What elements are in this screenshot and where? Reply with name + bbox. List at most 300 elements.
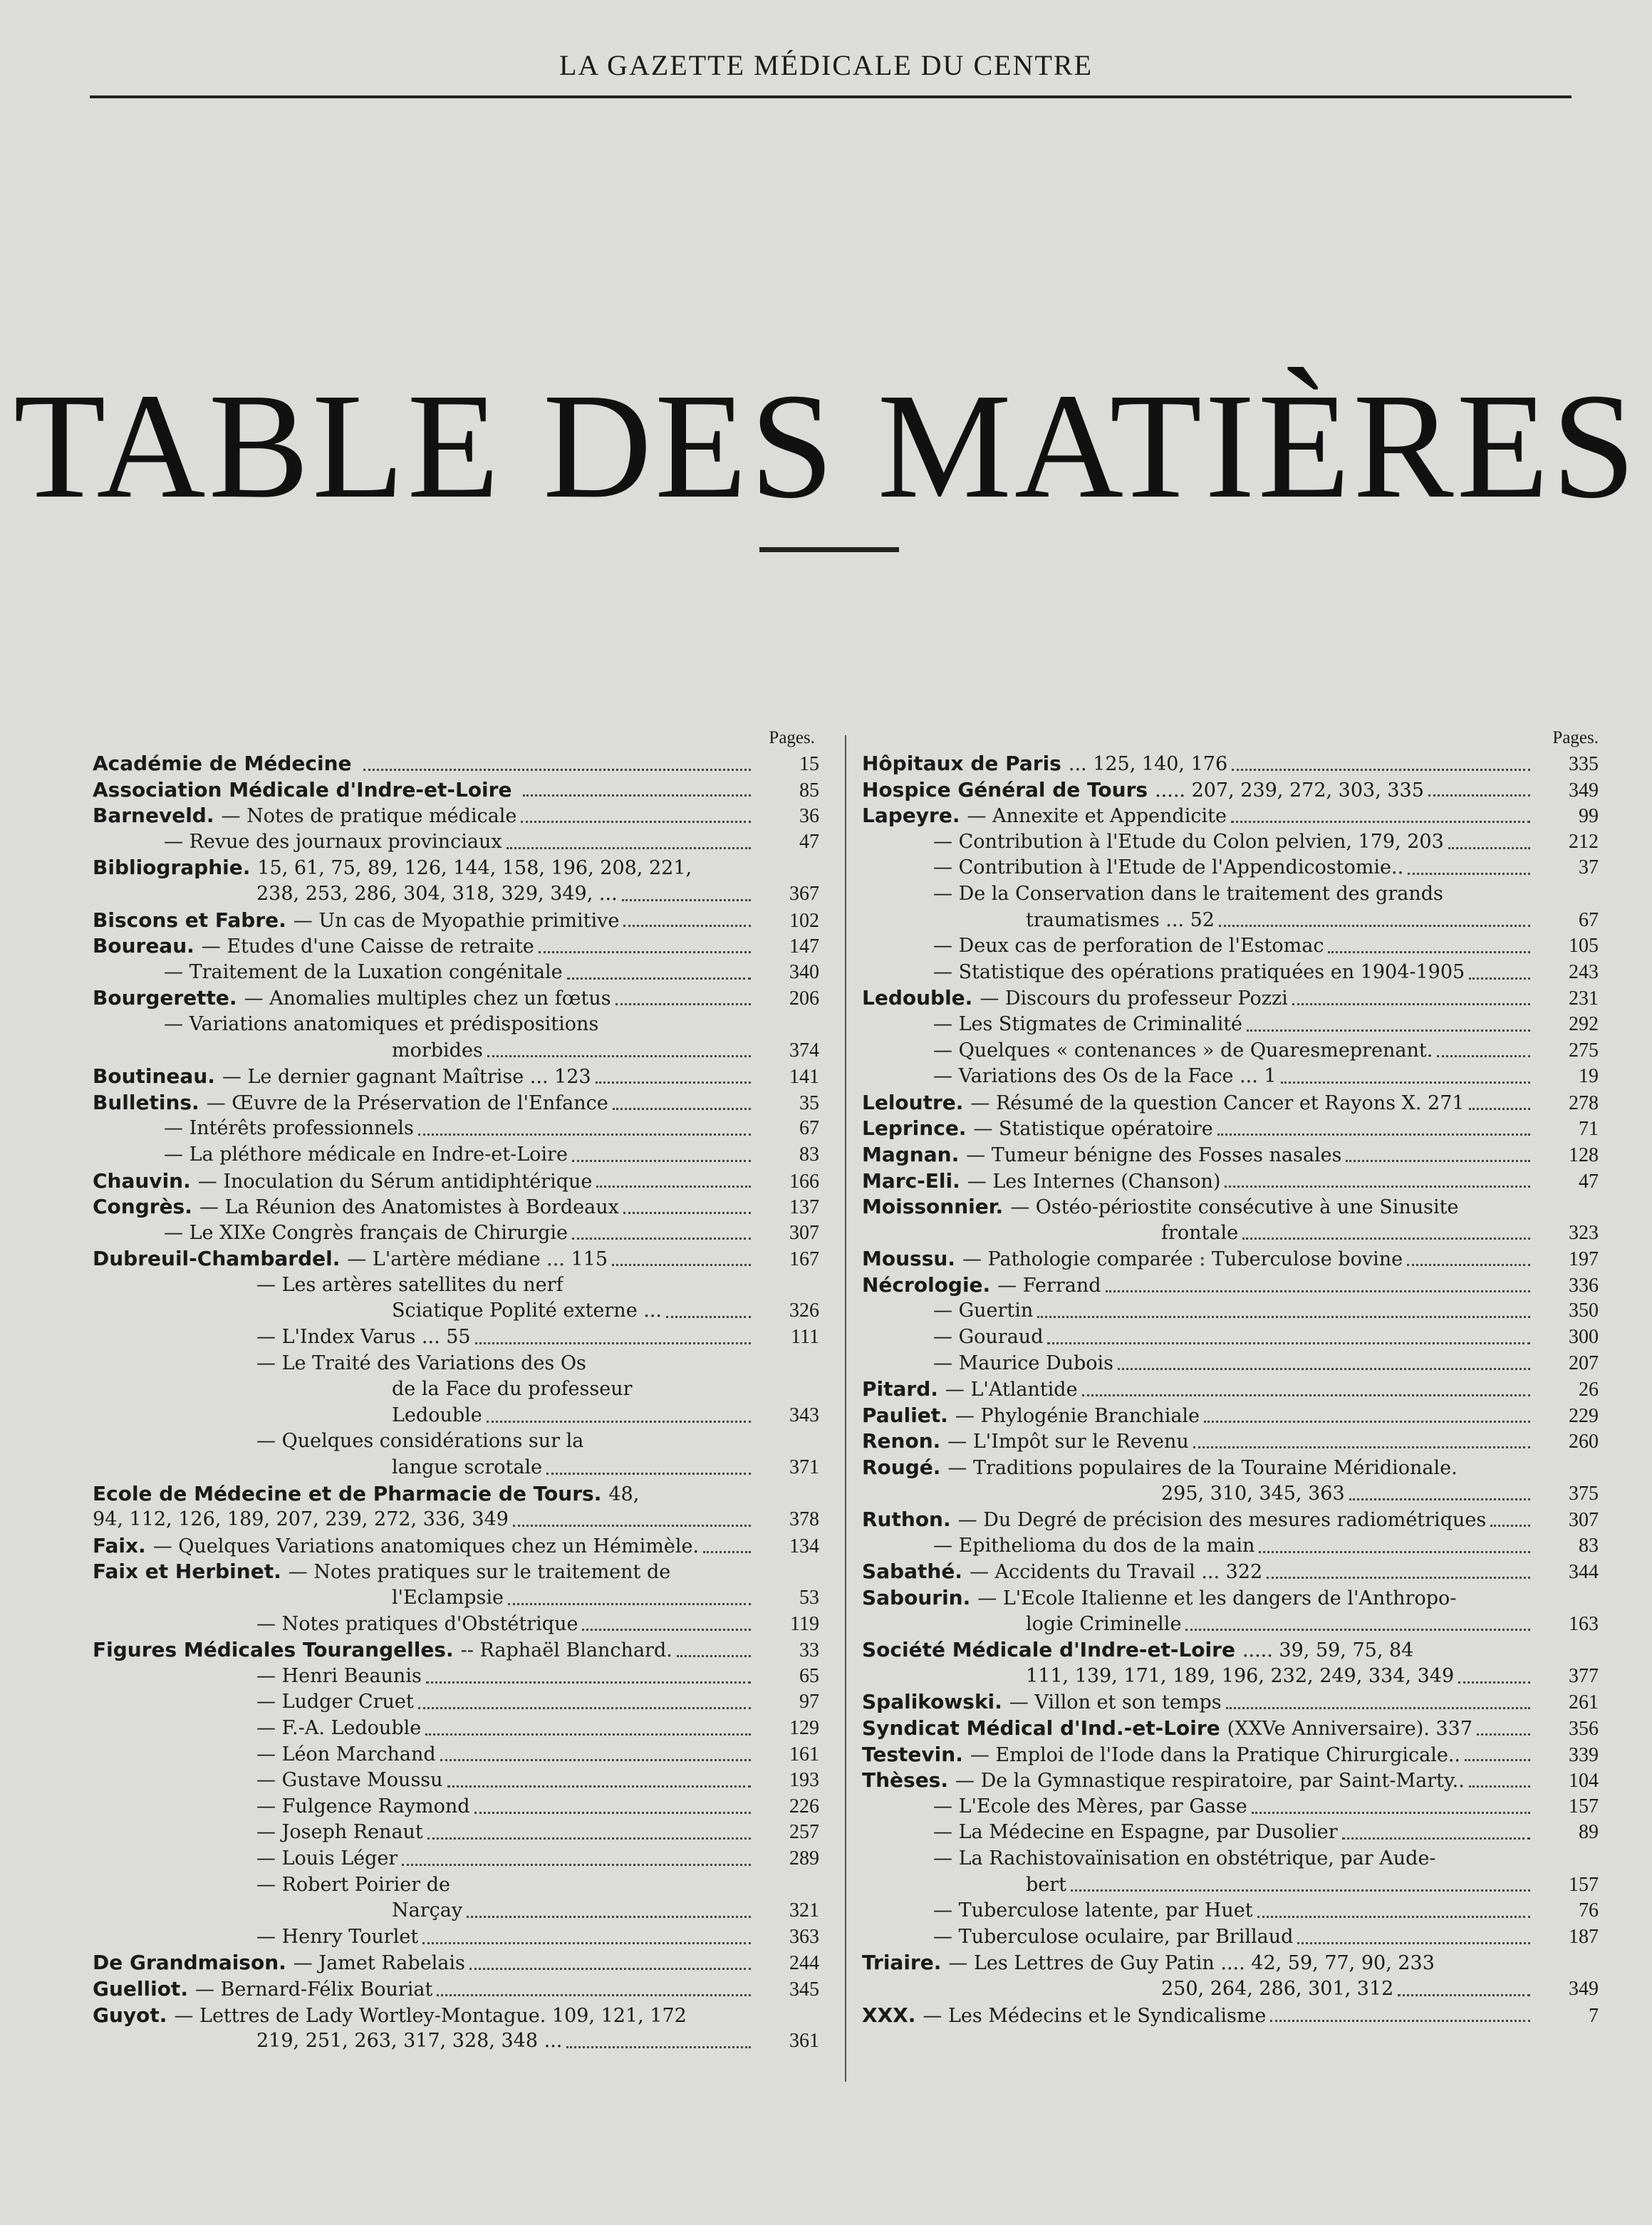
- entry-text: — Variations des Os de la Face ... 1: [933, 1065, 1277, 1088]
- dot-leader: [447, 1785, 751, 1788]
- page-number: 85: [799, 779, 819, 802]
- entry-heading: Sabathé.: [862, 1560, 962, 1584]
- page-number: 187: [1569, 1925, 1599, 1948]
- entry-text: 94, 112, 126, 189, 207, 239, 272, 336, 349: [93, 1508, 509, 1531]
- index-entry: [93, 1820, 819, 1846]
- index-entry: [862, 1976, 1599, 2003]
- index-entry: [93, 1533, 819, 1560]
- entry-text: -- Raphaël Blanchard.: [460, 1639, 672, 1662]
- entry-text: — Les Médecins et le Syndicalisme: [923, 2004, 1267, 2027]
- entry-text: — Epithelioma du dos de la main: [933, 1534, 1255, 1557]
- entry-text: (XXVe Anniversaire). 337: [1227, 1717, 1473, 1740]
- entry-text: morbides: [392, 1039, 483, 1062]
- index-entry: [862, 1455, 1599, 1481]
- entry-heading: Lapeyre.: [862, 804, 960, 828]
- index-entry: [862, 1324, 1599, 1351]
- page-number: 71: [1579, 1118, 1599, 1141]
- page-number: 363: [789, 1925, 819, 1948]
- page-number: 105: [1569, 935, 1599, 958]
- index-entry: [93, 1220, 819, 1247]
- entry-text: 111, 139, 171, 189, 196, 232, 249, 334, 349: [1026, 1664, 1455, 1687]
- index-entry: [93, 1038, 819, 1064]
- entry-heading: Rougé.: [862, 1456, 941, 1480]
- page-number: 128: [1569, 1143, 1599, 1166]
- page-number: 89: [1579, 1821, 1599, 1844]
- entry-heading: Guyot.: [93, 2003, 167, 2027]
- entry-text: — Fulgence Raymond: [256, 1795, 470, 1817]
- entry-text: 15, 61, 75, 89, 126, 144, 158, 196, 208, 221,: [257, 857, 692, 880]
- dot-leader: [426, 1681, 751, 1684]
- entry-text: frontale: [1161, 1221, 1239, 1244]
- page-number: 307: [789, 1221, 819, 1244]
- page-number: 340: [789, 960, 819, 983]
- dot-leader: [1346, 1160, 1530, 1162]
- dot-leader: [487, 1421, 751, 1423]
- entry-text: — Ferrand: [997, 1274, 1101, 1297]
- index-entry: [862, 1950, 1599, 1976]
- index-entry: [862, 1012, 1599, 1038]
- column-divider: [845, 735, 846, 2082]
- index-entry: [93, 1612, 819, 1638]
- page-number: 275: [1569, 1039, 1599, 1062]
- dot-leader: [467, 1916, 751, 1918]
- dot-leader: [1071, 1889, 1530, 1892]
- index-entry: [93, 1976, 819, 2003]
- entry-text: — Guertin: [933, 1300, 1034, 1322]
- page-number: 83: [1579, 1534, 1599, 1557]
- dot-leader: [582, 1629, 751, 1631]
- entry-heading: XXX.: [862, 2003, 916, 2027]
- pages-header-right: Pages.: [1552, 728, 1599, 747]
- index-entry: [93, 1168, 819, 1195]
- page-number: 323: [1569, 1221, 1599, 1244]
- page-number: 229: [1569, 1404, 1599, 1427]
- dot-leader: [1469, 1108, 1530, 1110]
- page-number: 344: [1569, 1561, 1599, 1584]
- entry-heading: Académie de Médecine: [93, 752, 352, 775]
- entry-heading: Ecole de Médecine et de Pharmacie de Tours.: [93, 1481, 602, 1505]
- dot-leader: [1226, 1707, 1530, 1709]
- dot-leader: [475, 1342, 751, 1344]
- page-number: 53: [799, 1587, 819, 1609]
- page-number: 278: [1569, 1091, 1599, 1114]
- page-number: 244: [789, 1952, 819, 1975]
- page-number: 7: [1589, 2004, 1599, 2027]
- dot-leader: [567, 977, 751, 980]
- page-number: 83: [799, 1143, 819, 1166]
- entry-heading: Sabourin.: [862, 1586, 971, 1609]
- index-entry: [862, 1872, 1599, 1899]
- page-number: 349: [1569, 779, 1599, 802]
- dot-leader: [666, 1316, 751, 1318]
- dot-leader: [677, 1655, 751, 1657]
- page-number: 243: [1569, 960, 1599, 983]
- dot-leader: [596, 1082, 751, 1084]
- dot-leader: [1328, 951, 1530, 953]
- index-entry: [862, 1272, 1599, 1299]
- dot-leader: [623, 1212, 751, 1214]
- entry-heading: Pauliet.: [862, 1403, 948, 1427]
- entry-text: — L'Atlantide: [945, 1379, 1078, 1401]
- dot-leader: [422, 1942, 751, 1944]
- index-entry: [93, 1272, 819, 1299]
- entry-text: 48,: [608, 1483, 640, 1505]
- entry-text: 238, 253, 286, 304, 318, 329, 349, ...: [256, 882, 618, 905]
- entry-text: — Traditions populaires de la Touraine Méridionale.: [947, 1457, 1458, 1480]
- entry-heading: Hospice Général de Tours: [862, 777, 1148, 802]
- entry-text: — Anomalies multiples chez un fœtus: [244, 987, 611, 1010]
- entry-text: — Traitement de la Luxation congénitale: [164, 960, 563, 983]
- dot-leader: [508, 1603, 751, 1605]
- page-number: 65: [799, 1664, 819, 1687]
- page-number: 257: [789, 1821, 819, 1844]
- entry-text: — Accidents du Travail ... 322: [969, 1561, 1263, 1584]
- dot-leader: [623, 925, 751, 927]
- index-entry: [93, 1742, 819, 1768]
- index-entry: [862, 1768, 1599, 1794]
- page-number: 289: [789, 1847, 819, 1869]
- entry-text: — La pléthore médicale en Indre-et-Loire: [164, 1143, 568, 1166]
- entry-text: 295, 310, 345, 363: [1161, 1482, 1345, 1505]
- page-number: 37: [1579, 856, 1599, 879]
- entry-text: — Gustave Moussu: [256, 1769, 443, 1792]
- index-entry: [93, 1846, 819, 1872]
- index-entry: [93, 1324, 819, 1351]
- index-entry: [93, 1716, 819, 1742]
- dot-leader: [1428, 794, 1530, 797]
- index-entry: [93, 1794, 819, 1820]
- page-number: 102: [789, 909, 819, 932]
- entry-heading: Thèses.: [862, 1768, 948, 1793]
- dot-leader: [1448, 847, 1530, 849]
- dot-leader: [440, 1759, 751, 1761]
- page-number: 19: [1579, 1065, 1599, 1088]
- dot-leader: [425, 1733, 751, 1736]
- page-number: 207: [1569, 1352, 1599, 1374]
- entry-text: — De la Conservation dans le traitement des grands: [933, 882, 1443, 905]
- dot-leader: [1281, 1082, 1530, 1084]
- index-entry: [862, 1898, 1599, 1924]
- index-entry: [93, 1012, 819, 1038]
- entry-heading: Magnan.: [862, 1142, 960, 1166]
- entry-heading: Guelliot.: [93, 1976, 188, 2001]
- dot-leader: [1469, 1785, 1530, 1788]
- page-number: 47: [1579, 1170, 1599, 1193]
- page-number: 260: [1569, 1431, 1599, 1453]
- entry-text: — Les Lettres de Guy Patin .... 42, 59, 77, 90, 233: [948, 1952, 1435, 1975]
- entry-text: — Le Traité des Variations des Os: [256, 1352, 586, 1374]
- index-entry: [93, 2003, 819, 2029]
- entry-text: — Emploi de l'Iode dans la Pratique Chirurgicale..: [970, 1743, 1461, 1766]
- index-entry: [93, 803, 819, 829]
- entry-heading: Marc-Eli.: [862, 1168, 960, 1193]
- dot-leader: [1270, 2020, 1530, 2022]
- dot-leader: [1219, 925, 1530, 927]
- dot-leader: [596, 1186, 751, 1188]
- entry-text: — Revue des journaux provinciaux: [164, 830, 502, 853]
- index-entry: [862, 1298, 1599, 1324]
- entry-heading: Renon.: [862, 1429, 941, 1453]
- entry-text: — Notes pratiques d'Obstétrique: [256, 1612, 578, 1635]
- entry-text: — L'artère médiane ... 115: [347, 1248, 608, 1271]
- page-number: 47: [799, 830, 819, 853]
- entry-text: — Ludger Cruet: [256, 1691, 414, 1713]
- index-entry: [862, 1090, 1599, 1116]
- entry-heading: Barneveld.: [93, 804, 214, 828]
- entry-text: — Lettres de Lady Wortley-Montague. 109, 121, 172: [174, 2004, 687, 2027]
- index-entry: [93, 1116, 819, 1142]
- index-entry: [93, 1090, 819, 1116]
- index-entry: [93, 1403, 819, 1429]
- entry-text: — Les Stigmates de Criminalité: [933, 1012, 1243, 1035]
- index-entry: [862, 803, 1599, 829]
- entry-text: — Maurice Dubois: [933, 1352, 1114, 1374]
- entry-text: — Le dernier gagnant Maîtrise ... 123: [222, 1066, 591, 1089]
- page-number: 226: [789, 1795, 819, 1817]
- entry-text: 250, 264, 286, 301, 312: [1161, 1977, 1394, 2000]
- dot-leader: [1469, 977, 1530, 980]
- page-number: 157: [1569, 1795, 1599, 1817]
- entry-text: — Gouraud: [933, 1326, 1044, 1349]
- page-number: 349: [1569, 1977, 1599, 2000]
- dot-leader: [612, 1264, 751, 1266]
- entry-text: — Ostéo-périostite consécutive à une Sinusite: [1010, 1196, 1459, 1219]
- entry-text: — L'Ecole des Mères, par Gasse: [933, 1795, 1247, 1817]
- index-entry: [93, 1298, 819, 1324]
- dot-leader: [1185, 1629, 1530, 1631]
- dot-leader: [487, 1055, 751, 1057]
- dot-leader: [1490, 1525, 1530, 1527]
- page-number: 76: [1579, 1899, 1599, 1922]
- page-number: 33: [799, 1639, 819, 1662]
- entry-text: l'Eclampsie: [392, 1587, 504, 1609]
- page-number: 99: [1579, 805, 1599, 828]
- index-entry: [862, 1038, 1599, 1064]
- index-entry: [862, 1742, 1599, 1768]
- entry-text: — Intérêts professionnels: [164, 1117, 414, 1140]
- entry-text: — L'Ecole Italienne et les dangers de l'Anthropo-: [977, 1587, 1457, 1609]
- left-column: [93, 725, 819, 2055]
- entry-heading: Figures Médicales Tourangelles.: [93, 1638, 454, 1662]
- dot-leader: [1297, 1942, 1530, 1944]
- index-entry: [93, 1664, 819, 1690]
- entry-heading: Société Médicale d'Indre-et-Loire: [862, 1638, 1235, 1662]
- page-number: 35: [799, 1091, 819, 1114]
- index-entry: [862, 960, 1599, 986]
- entry-text: — Le XIXe Congrès français de Chirurgie: [164, 1221, 568, 1244]
- dot-leader: [1408, 873, 1530, 875]
- entry-text: — Discours du professeur Pozzi: [980, 987, 1288, 1010]
- index-entry: [93, 751, 819, 777]
- entry-text: — Œuvre de la Préservation de l'Enfance: [206, 1091, 608, 1114]
- page-number: 167: [789, 1248, 819, 1271]
- page-number: 261: [1569, 1691, 1599, 1714]
- dot-leader: [1106, 1290, 1530, 1292]
- page-number: 377: [1569, 1664, 1599, 1687]
- entry-text: bert: [1026, 1873, 1067, 1896]
- page-number: 67: [799, 1117, 819, 1140]
- index-entry: [93, 881, 819, 908]
- index-entry: [862, 1064, 1599, 1090]
- entry-heading: Dubreuil-Chambardel.: [93, 1247, 341, 1271]
- dot-leader: [521, 821, 751, 823]
- dot-leader: [1259, 1551, 1530, 1553]
- index-entry: [862, 1507, 1599, 1533]
- index-entry: [862, 1481, 1599, 1508]
- index-entry: [862, 1689, 1599, 1716]
- entry-text: 219, 251, 263, 317, 328, 348 ...: [256, 2030, 563, 2053]
- entry-heading: Pitard.: [862, 1377, 938, 1401]
- entry-heading: Boutineau.: [93, 1064, 215, 1089]
- index-entry: [862, 1168, 1599, 1195]
- index-entry: [93, 1559, 819, 1585]
- page-number: 339: [1569, 1743, 1599, 1766]
- entry-text: ..... 39, 59, 75, 84: [1242, 1639, 1414, 1662]
- index-entry: [862, 1559, 1599, 1585]
- index-entry: [862, 1585, 1599, 1612]
- index-entry: [862, 1376, 1599, 1403]
- index-entry: [93, 1950, 819, 1976]
- dot-leader: [513, 1525, 751, 1527]
- entry-text: — Notes pratiques sur le traitement de: [288, 1561, 671, 1584]
- dot-leader: [1398, 1994, 1530, 1996]
- index-entry: [862, 881, 1599, 908]
- entry-text: — Villon et son temps: [1009, 1691, 1222, 1714]
- entry-text: — Un cas de Myopathie primitive: [293, 909, 620, 932]
- dot-leader: [1231, 821, 1530, 823]
- page-number: 335: [1569, 753, 1599, 775]
- entry-text: Narçay: [392, 1899, 463, 1922]
- page-number: 26: [1579, 1379, 1599, 1401]
- entry-heading: De Grandmaison.: [93, 1951, 286, 1975]
- page-number: 361: [789, 2030, 819, 2053]
- index-entry: [862, 1846, 1599, 1872]
- entry-text: traumatismes ... 52: [1026, 908, 1215, 931]
- dot-leader: [506, 847, 751, 849]
- entry-text: ... 125, 140, 176: [1068, 753, 1228, 775]
- title-rule: [759, 547, 899, 552]
- index-entry: [862, 1142, 1599, 1168]
- entry-heading: Boureau.: [93, 934, 194, 958]
- entry-text: — Résumé de la question Cancer et Rayons X. 271: [970, 1091, 1465, 1114]
- entry-text: — Louis Léger: [256, 1847, 398, 1869]
- entry-heading: Chauvin.: [93, 1168, 191, 1193]
- page-number: 129: [789, 1716, 819, 1739]
- entry-text: — La Réunion des Anatomistes à Bordeaux: [199, 1196, 619, 1219]
- entry-text: Ledouble: [392, 1404, 482, 1426]
- entry-text: — Statistique opératoire: [973, 1118, 1213, 1141]
- entry-text: — Quelques « contenances » de Quaresmeprenant.: [933, 1039, 1433, 1062]
- dot-leader: [427, 1837, 751, 1840]
- dot-leader: [1242, 1238, 1530, 1240]
- dot-leader: [615, 1003, 751, 1005]
- index-entry: [93, 777, 819, 804]
- index-entry: [93, 960, 819, 986]
- entry-heading: Syndicat Médical d'Ind.-et-Loire: [862, 1716, 1220, 1740]
- index-entry: [93, 1872, 819, 1899]
- dot-leader: [703, 1551, 751, 1553]
- index-entry: [862, 777, 1599, 804]
- index-entry: [93, 1351, 819, 1377]
- dot-leader: [1257, 1916, 1530, 1918]
- entry-text: — Etudes d'une Caisse de retraite: [201, 935, 534, 958]
- dot-leader: [1225, 1186, 1530, 1188]
- dot-leader: [1477, 1733, 1530, 1736]
- index-entry: [93, 1637, 819, 1664]
- dot-leader: [1193, 1446, 1530, 1448]
- entry-text: — F.-A. Ledouble: [256, 1716, 422, 1739]
- page-number: 166: [789, 1170, 819, 1193]
- entry-text: — Robert Poirier de: [256, 1873, 451, 1896]
- entry-text: — Quelques considérations sur la: [256, 1430, 584, 1453]
- index-entry: [93, 829, 819, 856]
- index-entry: [862, 1924, 1599, 1951]
- entry-heading: Moissonnier.: [862, 1195, 1004, 1219]
- header-rule: [90, 95, 1572, 98]
- page-number: 374: [789, 1039, 819, 1062]
- entry-heading: Spalikowski.: [862, 1690, 1002, 1714]
- dot-leader: [1118, 1368, 1530, 1370]
- dot-leader: [1267, 1577, 1530, 1579]
- dot-leader: [402, 1864, 751, 1866]
- entry-text: — Tuberculose latente, par Huet: [933, 1899, 1253, 1922]
- entry-text: — Variations anatomiques et prédispositions: [164, 1012, 599, 1035]
- index-entry: [862, 1403, 1599, 1429]
- entry-text: — Léon Marchand: [256, 1743, 436, 1765]
- right-entry-list: [862, 751, 1599, 2028]
- entry-text: logie Criminelle: [1026, 1612, 1182, 1635]
- dot-leader: [469, 1968, 751, 1970]
- page-number: 307: [1569, 1509, 1599, 1532]
- dot-leader: [1252, 1812, 1530, 1814]
- running-head: LA GAZETTE MÉDICALE DU CENTRE: [559, 49, 1093, 81]
- entry-heading: Triaire.: [862, 1951, 942, 1975]
- index-entry: [93, 1481, 819, 1508]
- index-entry: [862, 1716, 1599, 1742]
- dot-leader: [622, 899, 751, 901]
- dot-leader: [546, 1473, 751, 1475]
- entry-heading: Congrès.: [93, 1195, 192, 1219]
- entry-text: langue scrotale: [392, 1456, 543, 1479]
- page-number: 137: [789, 1196, 819, 1219]
- entry-text: — Bernard-Félix Bouriat: [194, 1978, 433, 2001]
- dot-leader: [1232, 769, 1530, 771]
- dot-leader: [1349, 1498, 1530, 1500]
- index-entry: [93, 1898, 819, 1924]
- entry-text: — Du Degré de précision des mesures radiométriques: [957, 1509, 1487, 1532]
- dot-leader: [572, 1238, 751, 1240]
- page-number: 350: [1569, 1300, 1599, 1322]
- index-entry: [93, 1064, 819, 1090]
- index-entry: [93, 1689, 819, 1716]
- page-number: 206: [789, 987, 819, 1010]
- dot-leader: [1458, 1681, 1530, 1684]
- index-entry: [862, 1220, 1599, 1247]
- page-number: 231: [1569, 987, 1599, 1010]
- page-number: 292: [1569, 1012, 1599, 1035]
- right-column: [862, 725, 1599, 2028]
- index-entry: [862, 1246, 1599, 1272]
- page-number: 111: [791, 1326, 819, 1349]
- dot-leader: [613, 1108, 751, 1110]
- index-entry: [862, 855, 1599, 881]
- index-entry: [93, 1376, 819, 1403]
- dot-leader: [566, 2046, 751, 2048]
- page-number: 97: [799, 1691, 819, 1713]
- index-entry: [93, 1194, 819, 1220]
- page-number: 321: [789, 1899, 819, 1922]
- dot-leader: [1037, 1316, 1530, 1318]
